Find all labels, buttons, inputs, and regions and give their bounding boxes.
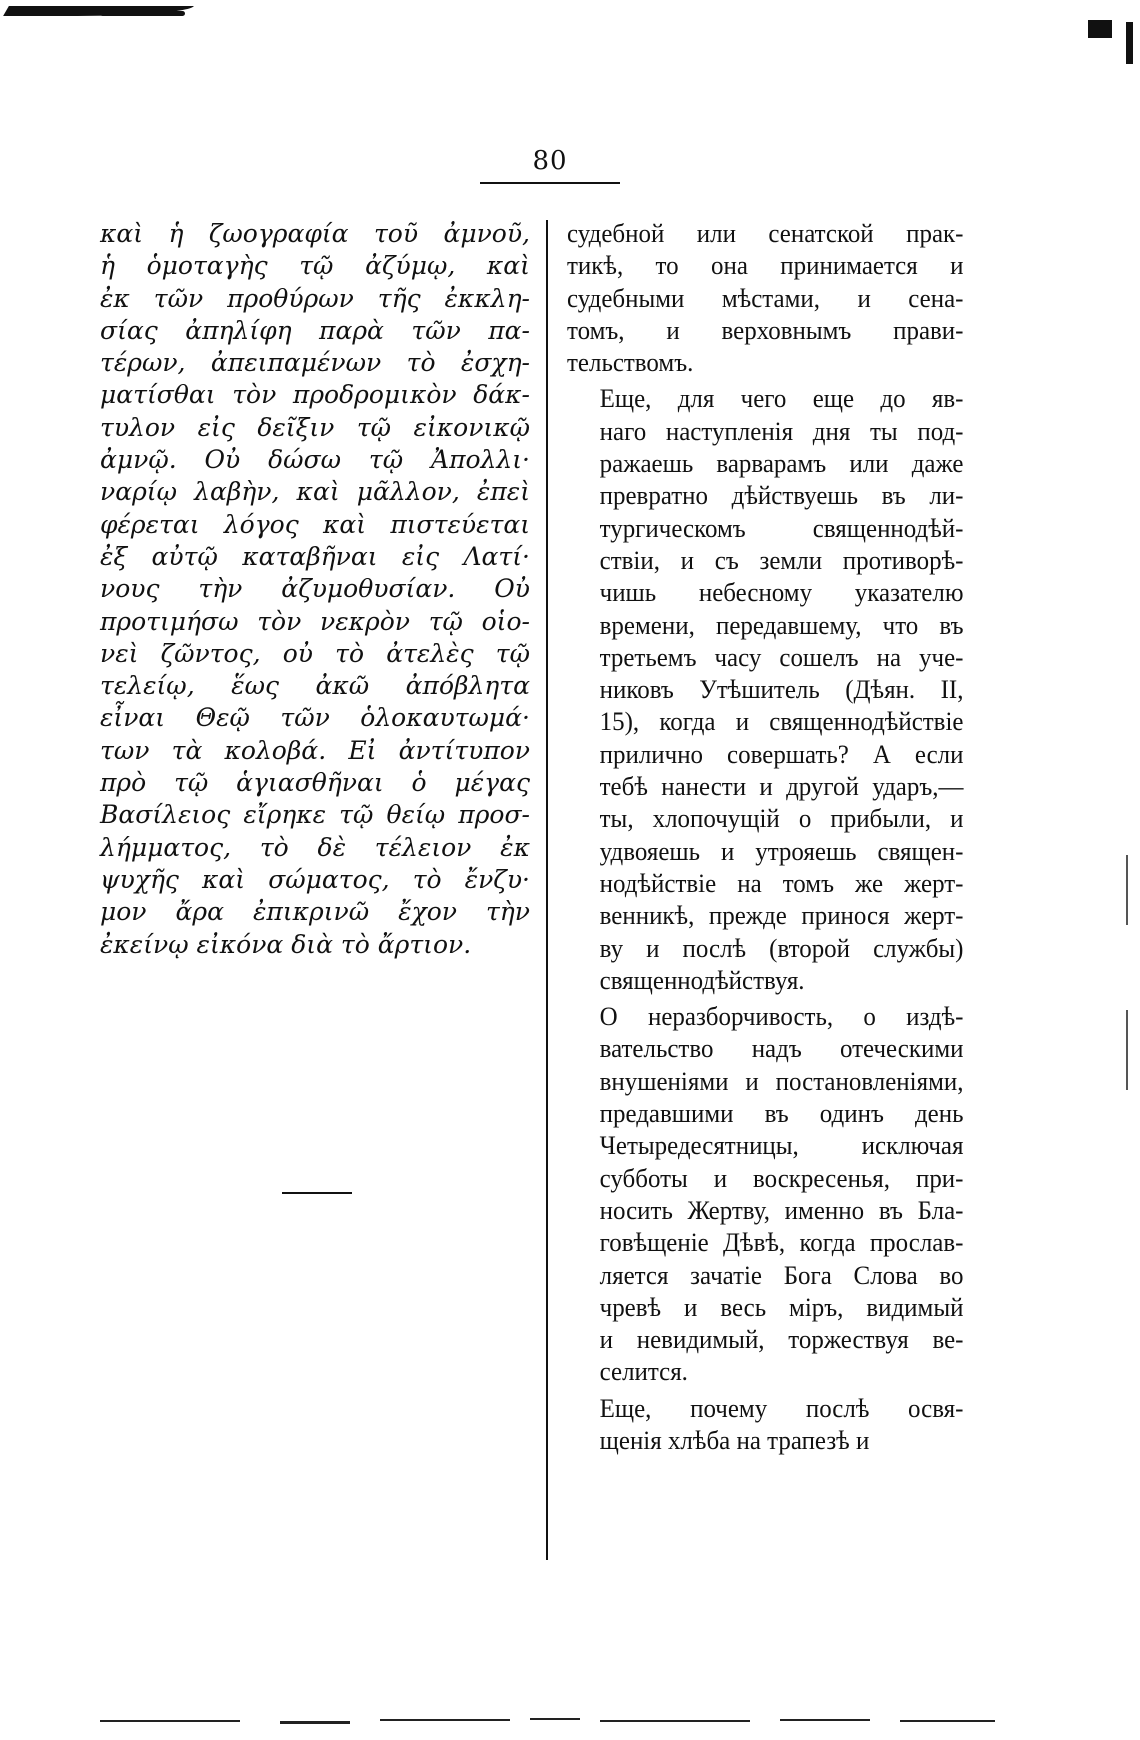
russian-text-line: нодѣйствіе на томъ же жерт-	[599, 868, 964, 898]
russian-paragraph	[567, 383, 963, 997]
scan-artifact-right-edge	[1126, 1010, 1128, 1090]
page-number: 80	[532, 146, 568, 176]
russian-text-line: превратно дѣйствуешь въ ли-	[599, 481, 964, 511]
bottom-scan-rule	[280, 1721, 350, 1724]
russian-text-column	[567, 218, 963, 1457]
russian-text-line: вательство надъ отеческими	[599, 1034, 964, 1064]
russian-text-line: предавшими въ одинъ день	[599, 1099, 964, 1129]
column-divider	[546, 220, 548, 1560]
greek-text-line: εἶναι Θεῷ τῶν ὁλοκαυτωμά·	[100, 703, 530, 733]
greek-text-line: των τὰ κολοβά. Εἰ ἀντίτυπον	[100, 735, 530, 765]
greek-text-line: ἀμνῷ. Οὐ δώσω τῷ Ἀπολλι·	[100, 445, 530, 475]
greek-text-line: μον ἄρα ἐπικρινῶ ἔχον τὴν	[100, 897, 530, 927]
russian-text-line: ствіи, и съ земли противорѣ-	[599, 545, 964, 575]
scan-artifact-top-left-tail	[100, 11, 185, 16]
russian-text-line: чревѣ и весь міръ, видимый	[599, 1292, 964, 1322]
russian-text-line: 15), когда и священнодѣйствіе	[599, 707, 964, 737]
russian-text-line: носить Жертву, именно въ Бла-	[599, 1195, 964, 1225]
greek-text-line: φέρεται λόγος καὶ πιστεύεται	[100, 509, 530, 539]
greek-text-line: ἡ ὁμοταγὴς τῷ ἀζύμῳ, καὶ	[100, 251, 530, 281]
russian-paragraph	[567, 1393, 963, 1458]
russian-text-line: томъ, и верховнымъ прави-	[567, 315, 964, 345]
greek-text-line: τυλον εἰς δεῖξιν τῷ εἰκονικῷ	[100, 412, 530, 442]
page-number-rule	[480, 182, 620, 184]
russian-text-line: селится.	[599, 1357, 688, 1387]
russian-text-line: внушеніями и постановленіями,	[599, 1066, 964, 1096]
greek-text-line: ναρίῳ λαβὴν, καὶ μᾶλλον, ἐπεὶ	[100, 477, 530, 507]
greek-text-line: τέρων, ἀπειπαμένων τὸ ἐσχη-	[100, 348, 530, 378]
greek-text-line: ἐξ αὐτῷ καταβῆναι εἰς Λατί·	[100, 541, 530, 571]
russian-text-line: судебными мѣстами, и сена-	[567, 283, 964, 313]
greek-end-rule	[282, 1192, 352, 1194]
russian-text-line: говѣщеніе Дѣвѣ, когда прослав-	[599, 1228, 964, 1258]
russian-text-line: третьемъ часу сошелъ на уче-	[599, 642, 964, 672]
russian-text-line: судебной или сенатской прак-	[567, 219, 964, 248]
bottom-scan-rule	[380, 1719, 510, 1721]
russian-text-line: ву и послѣ (второй службы)	[599, 933, 964, 963]
russian-paragraph	[567, 218, 963, 379]
russian-text-line: и невидимый, торжествуя ве-	[599, 1325, 964, 1355]
russian-text-line: священнодѣйствуя.	[599, 965, 805, 995]
russian-text-line: Еще, для чего еще до яв-	[599, 384, 964, 414]
bottom-scan-rule	[100, 1720, 240, 1722]
russian-paragraph	[567, 1001, 963, 1389]
scan-artifact-right-edge	[1126, 855, 1128, 925]
russian-text-line: Еще, почему послѣ освя-	[599, 1393, 964, 1423]
russian-text-line: О неразборчивость, о издѣ-	[599, 1002, 964, 1032]
greek-text-line: σίας ἀπηλίφη παρὰ τῶν πα-	[100, 315, 530, 345]
russian-text-line: щенія хлѣба на трапезѣ и	[599, 1425, 870, 1455]
russian-text-line: тургическомъ священнодѣй-	[599, 513, 964, 543]
russian-text-line: тебѣ нанести и другой ударъ,—	[599, 772, 964, 802]
russian-text-line: наго наступленія дня ты под-	[599, 416, 964, 446]
russian-text-line: субботы и воскресенья, при-	[599, 1163, 964, 1193]
greek-paragraph	[100, 218, 530, 961]
greek-text-line: ἐκείνῳ εἰκόνα διὰ τὸ ἄρτιον.	[100, 929, 472, 959]
greek-text-line: τελείῳ, ἕως ἀκῶ ἀπόβλητα	[100, 671, 530, 701]
scan-artifact-top-right-bar	[1126, 22, 1133, 64]
russian-text-line: Четыредесятницы, исключая	[599, 1131, 964, 1161]
russian-text-line: никовъ Утѣшитель (Дѣян. II,	[599, 675, 964, 705]
greek-text-line: καὶ ἡ ζωογραφία τοῦ ἀμνοῦ,	[100, 219, 530, 248]
bottom-scan-rule	[900, 1720, 995, 1722]
greek-text-line: προτιμήσω τὸν νεκρὸν τῷ οἱο-	[100, 606, 530, 636]
russian-text-line: тельствомъ.	[567, 348, 694, 378]
greek-text-line: ἐκ τῶν προθύρων τῆς ἐκκλη-	[100, 283, 530, 313]
bottom-scan-rule	[600, 1720, 750, 1722]
russian-text-line: прилично совершать? А если	[599, 739, 964, 769]
greek-text-column	[100, 218, 530, 961]
russian-text-line: ражаешь варварамъ или даже	[599, 449, 964, 479]
russian-text-line: времени, передавшему, что въ	[599, 610, 964, 640]
greek-text-line: πρὸ τῷ ἁγιασθῆναι ὁ μέγας	[100, 768, 530, 798]
greek-text-line: ψυχῆς καὶ σώματος, τὸ ἔνζυ·	[100, 864, 530, 894]
greek-text-line: Βασίλειος εἴρηκε τῷ θείῳ προσ-	[100, 800, 530, 830]
greek-text-line: νους τὴν ἀζυμοθυσίαν. Οὐ	[100, 574, 530, 604]
bottom-scan-rule	[780, 1719, 870, 1721]
russian-text-line: чишь небесному указателю	[599, 578, 964, 608]
scan-artifact-top-right	[1088, 20, 1112, 38]
russian-text-line: венникѣ, прежде принося жерт-	[599, 901, 964, 931]
russian-text-line: удвояешь и утрояешь священ-	[599, 836, 964, 866]
russian-text-line: ты, хлопочущій о прибыли, и	[599, 804, 964, 834]
greek-text-line: λήμματος, τὸ δὲ τέλειον ἐκ	[100, 832, 530, 862]
russian-text-line: ляется зачатіе Бога Слова во	[599, 1260, 964, 1290]
greek-text-line: ματίσθαι τὸν προδρομικὸν δάκ-	[100, 380, 530, 410]
greek-text-line: νεὶ ζῶντος, οὐ τὸ ἀτελὲς τῷ	[100, 638, 530, 668]
russian-text-line: тикѣ, то она принимается и	[567, 251, 964, 281]
bottom-scan-rule	[530, 1718, 580, 1720]
